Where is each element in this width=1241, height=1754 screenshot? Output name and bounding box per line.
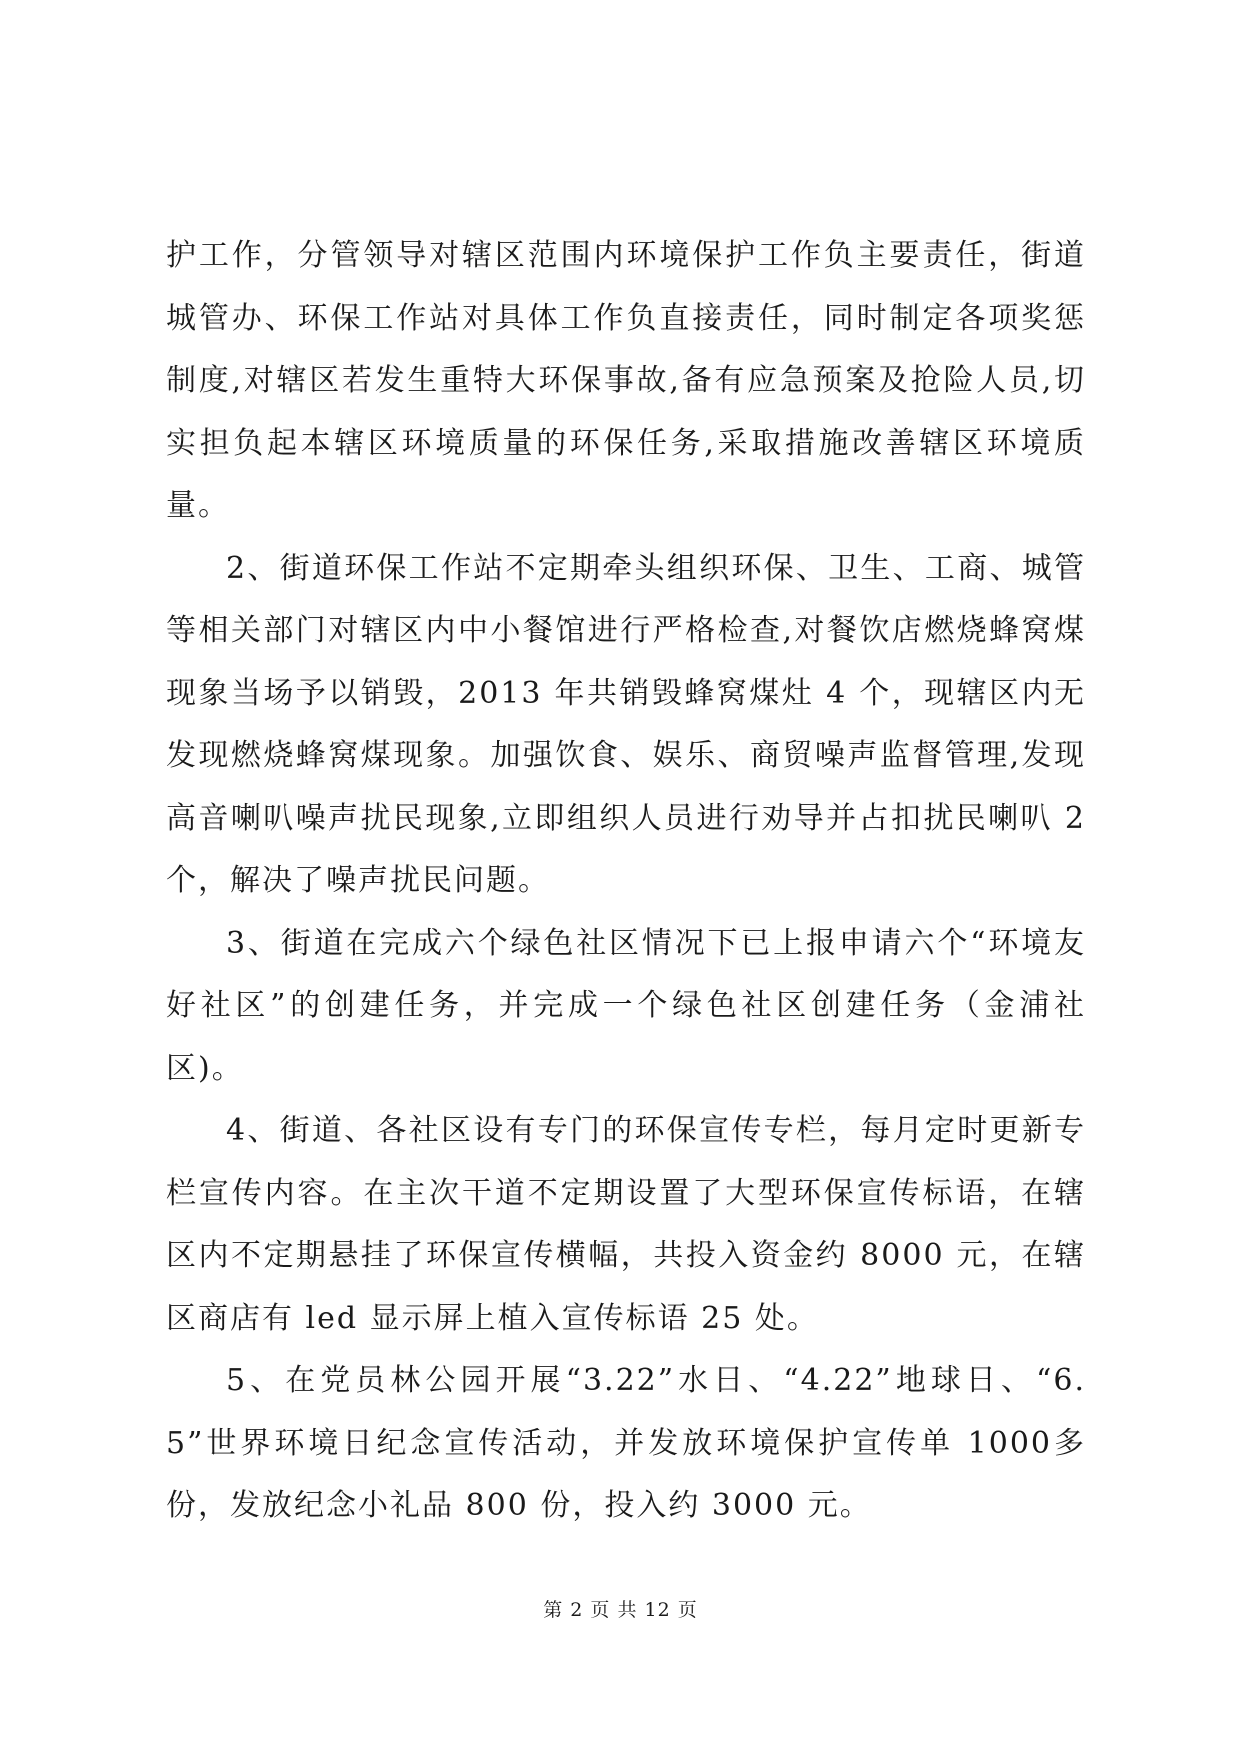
paragraph-continued: 护工作，分管领导对辖区范围内环境保护工作负主要责任，街道城管办、环保工作站对具体工作负直接责任，同时制定各项奖惩制度,对辖区若发生重特大环保事故,备有应急预案及抢险人员,切实担负起本辖区环境质量的环保任务,采取措施改善辖区环境质量。 bbox=[166, 238, 1086, 523]
paragraph-item-3: 3、街道在完成六个绿色社区情况下已上报申请六个“环境友好社区”的创建任务，并完成一个绿色社区创建任务（金浦社区)。 bbox=[166, 925, 1086, 1086]
page-number-footer: 第 2 页 共 12 页 bbox=[543, 1599, 698, 1621]
document-body bbox=[166, 225, 1086, 1538]
paragraph-item-4: 4、街道、各社区设有专门的环保宣传专栏，每月定时更新专栏宣传内容。在主次干道不定期设置了大型环保宣传标语，在辖区内不定期悬挂了环保宣传横幅，共投入资金约 8000 元，在辖区商店有 led 显示屏上植入宣传标语 25 处。 bbox=[166, 1113, 1086, 1336]
paragraph-item-2: 2、街道环保工作站不定期牵头组织环保、卫生、工商、城管等相关部门对辖区内中小餐馆进行严格检查,对餐饮店燃烧蜂窝煤现象当场予以销毁，2013 年共销毁蜂窝煤灶 4 个，现辖区内无发现燃烧蜂窝煤现象。加强饮食、娱乐、商贸噪声监督管理,发现高音喇叭噪声扰民现象,立即组织人员进行劝导并占扣扰民喇叭 2 个，解决了噪声扰民问题。 bbox=[166, 550, 1086, 898]
paragraph-item-5: 5、在党员林公园开展“3.22”水日、“4.22”地球日、“6.5”世界环境日纪念宣传活动，并发放环境保护宣传单 1000多份，发放纪念小礼品 800 份，投入约 3000 元。 bbox=[166, 1363, 1086, 1523]
